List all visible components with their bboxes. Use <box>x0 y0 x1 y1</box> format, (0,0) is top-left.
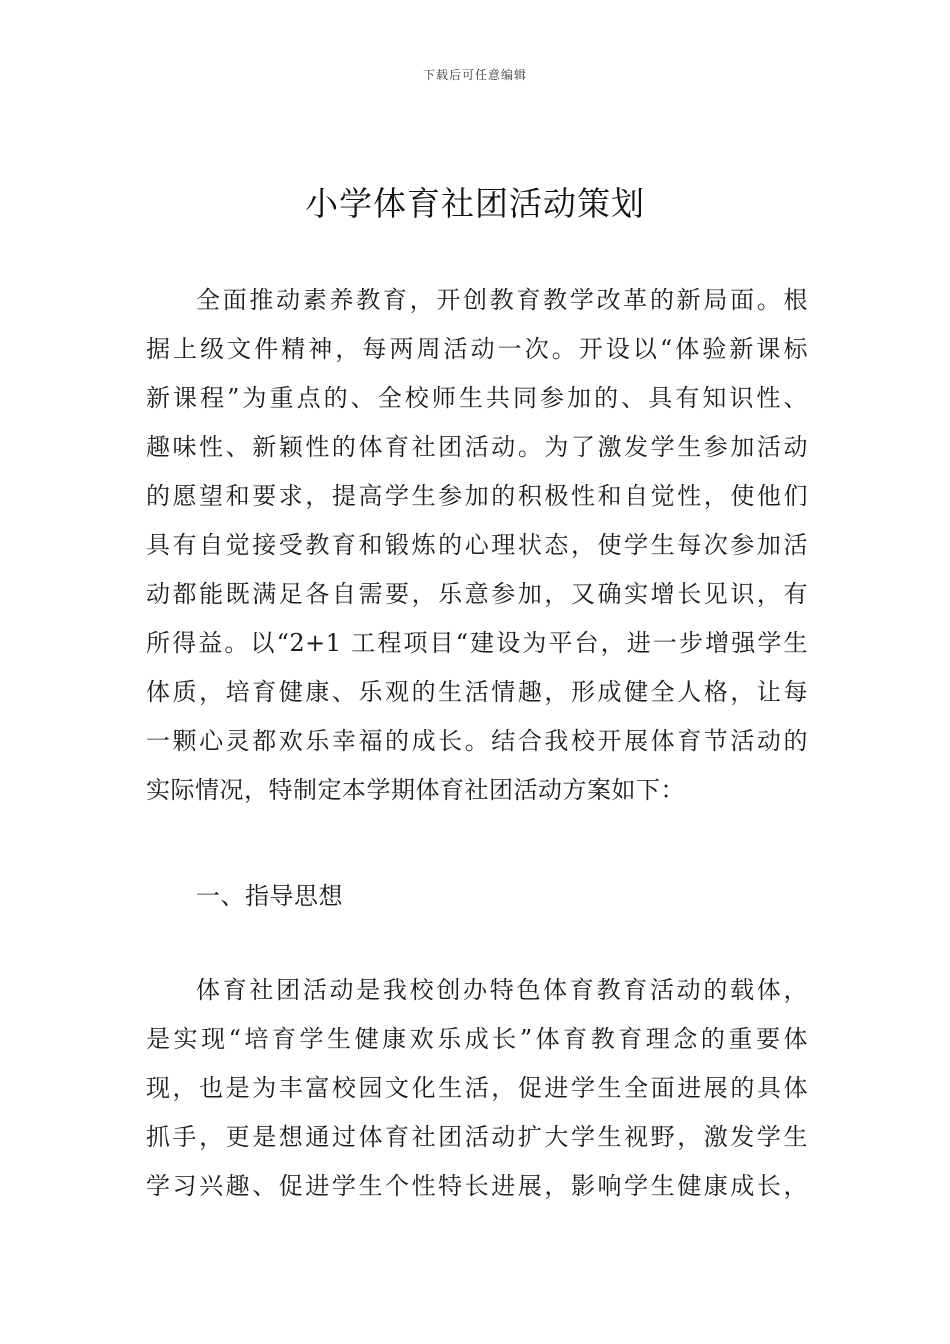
paragraph-line: 所得益。以“2+1 工程项目“建设为平台，进一步增强学生 <box>146 629 808 657</box>
paragraph-intro <box>146 276 808 815</box>
section-heading-guiding-ideology: 一、指导思想 <box>196 882 343 910</box>
paragraph-line: 新课程”为重点的、全校师生共同参加的、具有知识性、 <box>146 384 808 412</box>
paragraph-line: 体育社团活动是我校创办特色体育教育活动的载体， <box>196 976 808 1004</box>
paragraph-line: 抓手，更是想通过体育社团活动扩大学生视野，激发学生 <box>146 1123 808 1151</box>
paragraph-line: 实际情况，特制定本学期体育社团活动方案如下： <box>146 776 685 804</box>
paragraph-line: 学习兴趣、促进学生个性特长进展，影响学生健康成长， <box>146 1172 808 1200</box>
paragraph-line: 的愿望和要求，提高学生参加的积极性和自觉性，使他们 <box>146 482 808 510</box>
paragraph-line: 体质，培育健康、乐观的生活情趣，形成健全人格，让每 <box>146 678 808 706</box>
document-title: 小学体育社团活动策划 <box>305 184 645 223</box>
paragraph-line: 一颗心灵都欢乐幸福的成长。结合我校开展体育节活动的 <box>146 727 808 755</box>
paragraph-line: 据上级文件精神，每两周活动一次。开设以“体验新课标 <box>146 335 808 363</box>
paragraph-line: 全面推动素养教育，开创教育教学改革的新局面。根 <box>196 286 808 314</box>
paragraph-line: 动都能既满足各自需要，乐意参加，又确实增长见识，有 <box>146 580 808 608</box>
paragraph-line: 趣味性、新颖性的体育社团活动。为了激发学生参加活动 <box>146 433 808 461</box>
paragraph-line: 是实现“培育学生健康欢乐成长”体育教育理念的重要体 <box>146 1025 808 1053</box>
paragraph-line: 现，也是为丰富校园文化生活，促进学生全面进展的具体 <box>146 1074 808 1102</box>
header-note: 下载后可任意编辑 <box>422 68 527 82</box>
paragraph-guiding-ideology <box>146 966 808 1211</box>
paragraph-line: 具有自觉接受教育和锻炼的心理状态，使学生每次参加活 <box>146 531 808 559</box>
